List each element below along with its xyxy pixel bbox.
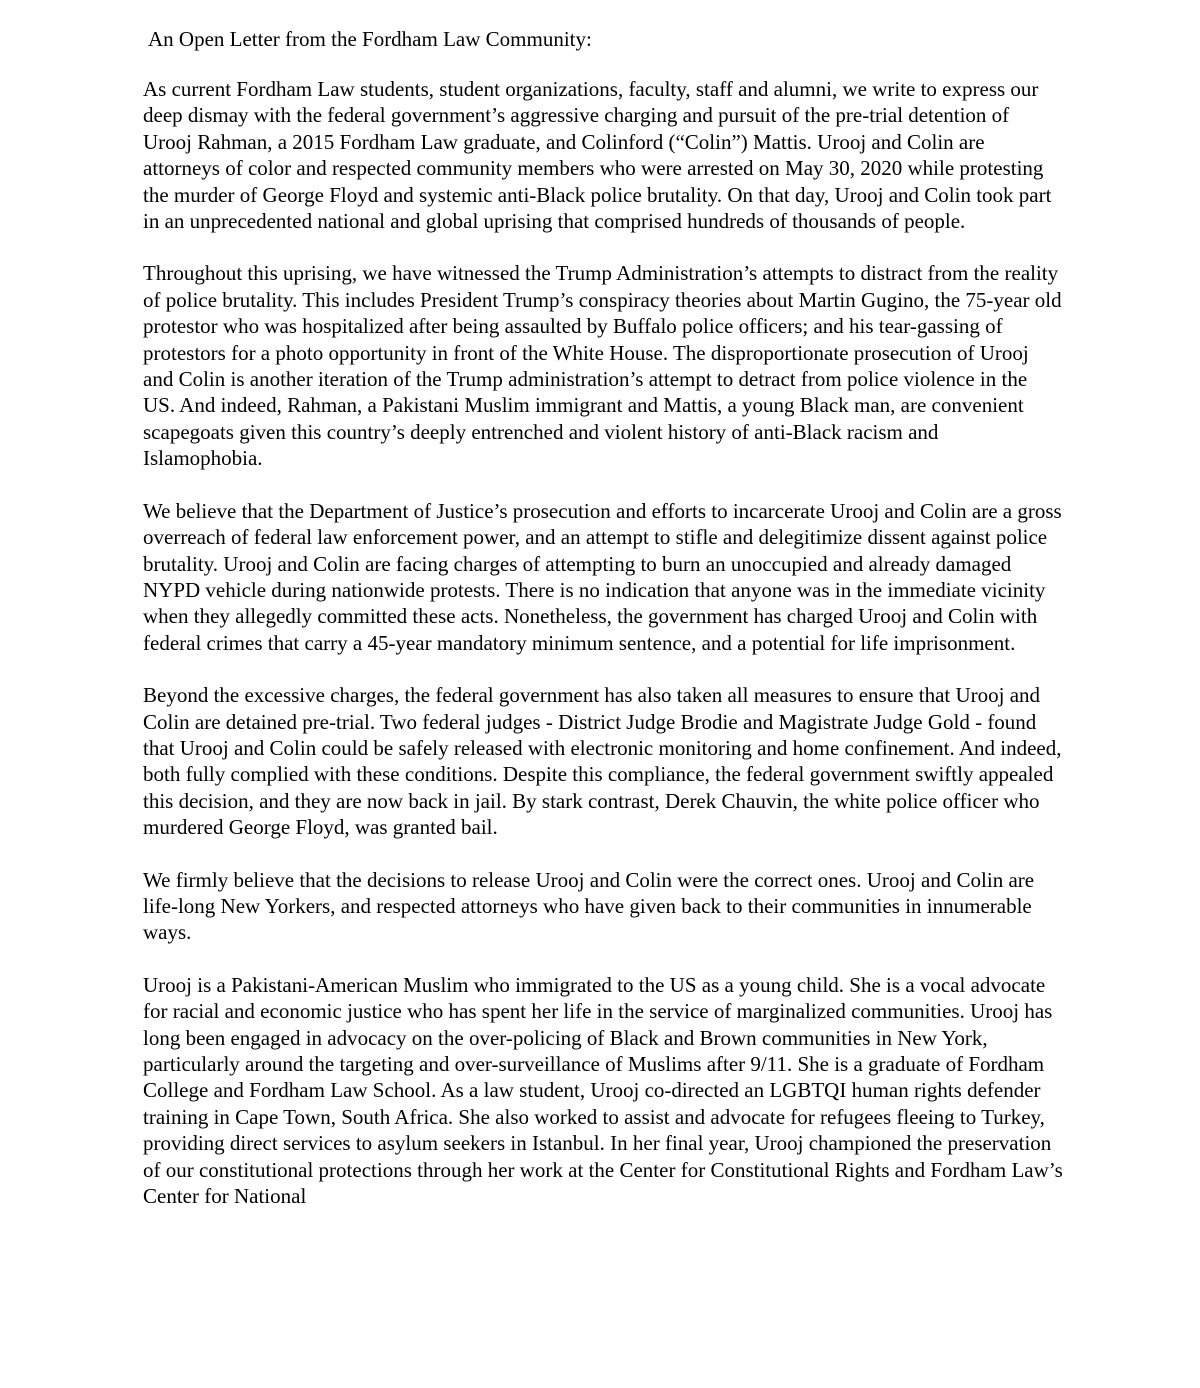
letter-paragraph-2: Throughout this uprising, we have witnessed the Trump Administration’s attempts to distract from the reality of police brutality. This includes President Trump’s conspiracy theories about Martin Gugino, the 75-year old protestor who was hospitalized after being assaulted by Buffalo police officers; and his tear-gassing of protestors for a photo opportunity in front of the White House. The disproportionate prosecution of Urooj and Colin is another iteration of the Trump administration’s attempt to detract from police violence in the US. And indeed, Rahman, a Pakistani Muslim immigrant and Mattis, a young Black man, are convenient scapegoats given this country’s deeply entrenched and violent history of anti-Black racism and Islamophobia. xyxy=(143,261,1062,471)
letter-paragraph-4: Beyond the excessive charges, the federal government has also taken all measures to ensure that Urooj and Colin are detained pre-trial. Two federal judges - District Judge Brodie and Magistrate Judge Gold - found that Urooj and Colin could be safely released with electronic monitoring and home confinement. And indeed, both fully complied with these conditions. Despite this compliance, the federal government swiftly appealed this decision, and they are now back in jail. By stark contrast, Derek Chauvin, the white police officer who murdered George Floyd, was granted bail. xyxy=(143,683,1062,840)
letter-paragraph-1: As current Fordham Law students, student organizations, faculty, staff and alumni, we write to express our deep dismay with the federal government’s aggressive charging and pursuit of the pre-trial detention of Urooj Rahman, a 2015 Fordham Law graduate, and Colinford (“Colin”) Mattis. Urooj and Colin are attorneys of color and respected community members who were arrested on May 30, 2020 while protesting the murder of George Floyd and systemic anti-Black police brutality. On that day, Urooj and Colin took part in an unprecedented national and global uprising that comprised hundreds of thousands of people. xyxy=(143,77,1052,234)
letter-paragraph-3: We believe that the Department of Justice’s prosecution and efforts to incarcerate Urooj and Colin are a gross overreach of federal law enforcement power, and an attempt to stifle and delegitimize dissent against police brutality. Urooj and Colin are facing charges of attempting to burn an unoccupied and already damaged NYPD vehicle during nationwide protests. There is no indication that anyone was in the immediate vicinity when they allegedly committed these acts. Nonetheless, the government has charged Urooj and Colin with federal crimes that carry a 45-year mandatory minimum sentence, and a potential for life imprisonment. xyxy=(143,498,1062,655)
letter-title: An Open Letter from the Fordham Law Community: xyxy=(148,27,592,51)
letter-paragraph-5: We firmly believe that the decisions to release Urooj and Colin were the correct ones. Urooj and Colin are life-long New Yorkers, and respected attorneys who have given back to their communities in innumerable ways. xyxy=(143,867,1035,945)
letter-page xyxy=(143,24,1063,1235)
letter-paragraph-6: Urooj is a Pakistani-American Muslim who immigrated to the US as a young child. She is a vocal advocate for racial and economic justice who has spent her life in the service of marginalized communities. Urooj has long been engaged in advocacy on the over-policing of Black and Brown communities in New York, particularly around the targeting and over-surveillance of Muslims after 9/11. She is a graduate of Fordham College and Fordham Law School. As a law student, Urooj co-directed an LGBTQI human rights defender training in Cape Town, South Africa. She also worked to assist and advocate for refugees fleeing to Turkey, providing direct services to asylum seekers in Istanbul. In her final year, Urooj championed the preservation of our constitutional protections through her work at the Center for Constitutional Rights and Fordham Law’s Center for National xyxy=(143,972,1063,1209)
